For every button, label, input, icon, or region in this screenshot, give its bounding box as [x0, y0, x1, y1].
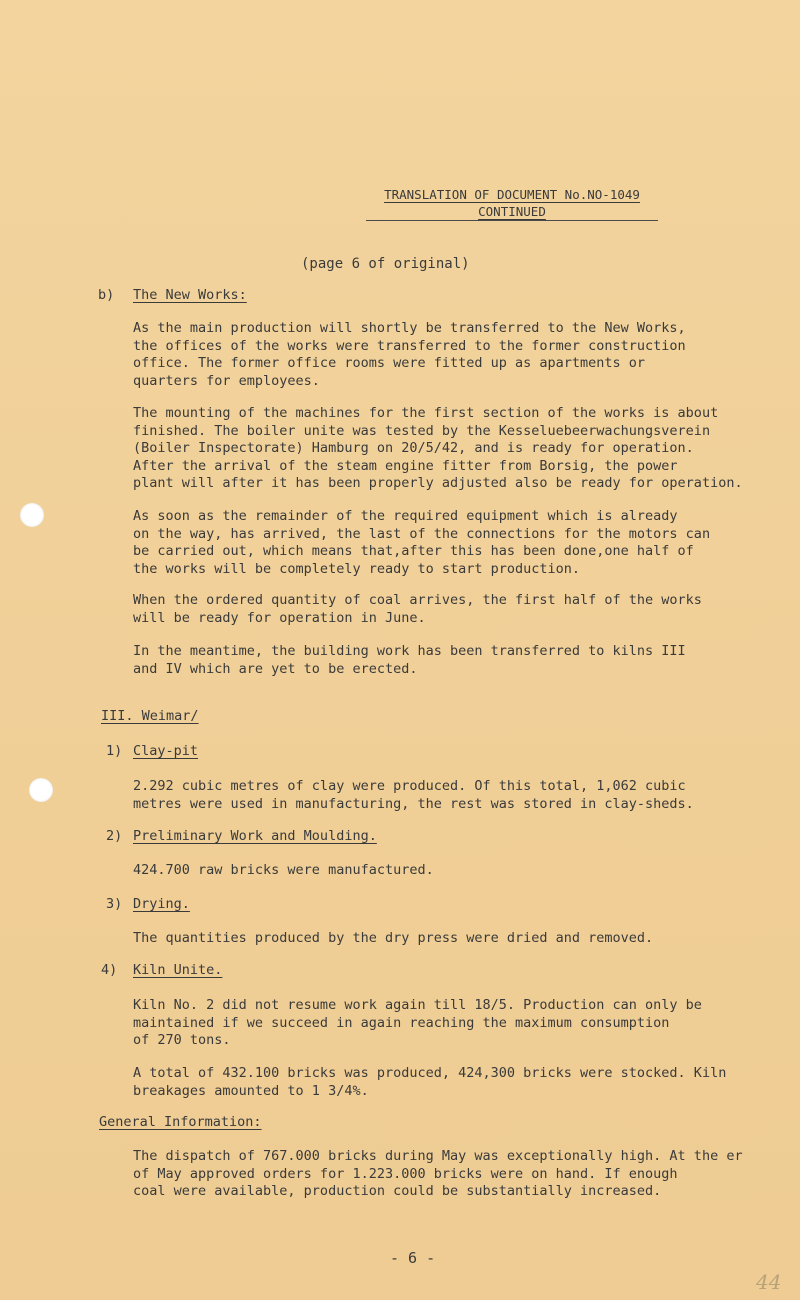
item-1-title: Clay-pit	[133, 743, 199, 759]
punch-hole-top	[20, 503, 44, 527]
page-number: - 6 -	[390, 1249, 436, 1267]
item-1-number: 1)	[106, 743, 123, 759]
section-b-heading: The New Works:	[133, 287, 247, 303]
document-header	[368, 186, 656, 220]
header-rule	[366, 220, 658, 221]
item-3-title: Drying.	[133, 896, 190, 912]
general-information-heading: General Information:	[99, 1114, 262, 1130]
punch-hole-bottom	[29, 778, 53, 802]
item-2-title: Preliminary Work and Moulding.	[133, 828, 377, 844]
item-4-number: 4)	[101, 962, 118, 978]
item-1-text: 2.292 cubic metres of clay were produced. Of this total, 1,062 cubic metres were used in manufacturing, the rest was stored in clay-sheds.	[133, 778, 694, 812]
section-b-paragraph-3: As soon as the remainder of the required equipment which is already on the way, has arrived, the last of the connections for the motors can be carried out, which means that,after this has been done,one half of the works will be completely ready to start production.	[133, 508, 711, 577]
item-3-text: The quantities produced by the dry press were dried and removed.	[133, 930, 654, 946]
item-4-title: Kiln Unite.	[133, 962, 223, 978]
item-2-text: 424.700 raw bricks were manufactured.	[133, 862, 434, 878]
page-reference: (page 6 of original)	[301, 256, 470, 272]
section-b-paragraph-5: In the meantime, the building work has been transferred to kilns III and IV which are yet to be erected.	[133, 643, 686, 677]
handwritten-mark: 44	[756, 1270, 782, 1294]
section-b-paragraph-2: The mounting of the machines for the first section of the works is about finished. The boiler unite was tested by the Kesseluebeerwachungsverein (Boiler Inspectorate) Hamburg on 20/5/42, and is ready for operation. After the arrival of the steam engine fitter from Borsig, the power plant will after it has been properly adjusted also be ready for operation.	[133, 405, 743, 491]
section-b-marker: b)	[98, 287, 115, 303]
section-b-paragraph-4: When the ordered quantity of coal arrives, the first half of the works will be ready for operation in June.	[133, 592, 702, 626]
item-4-text: Kiln No. 2 did not resume work again till 18/5. Production can only be maintained if we succeed in again reaching the maximum consumption of 270 tons.	[133, 997, 702, 1048]
header-title-line1: TRANSLATION OF DOCUMENT No.NO-1049	[384, 187, 640, 202]
item-4-text-2: A total of 432.100 bricks was produced, 424,300 bricks were stocked. Kiln breakages amounted to 1 3/4%.	[133, 1065, 727, 1099]
section-b-paragraph-1: As the main production will shortly be transferred to the New Works, the offices of the works were transferred to the former construction office. The former office rooms were fitted up as apartments or quarters for employees.	[133, 320, 686, 389]
item-2-number: 2)	[106, 828, 123, 844]
section-iii-heading: III. Weimar/	[101, 708, 199, 724]
item-3-number: 3)	[106, 896, 123, 912]
general-information-text: The dispatch of 767.000 bricks during May was exceptionally high. At the er of May approved orders for 1.223.000 bricks were on hand. If enough coal were available, production could be substantially increased.	[133, 1148, 743, 1199]
header-title-line2: CONTINUED	[478, 204, 546, 219]
